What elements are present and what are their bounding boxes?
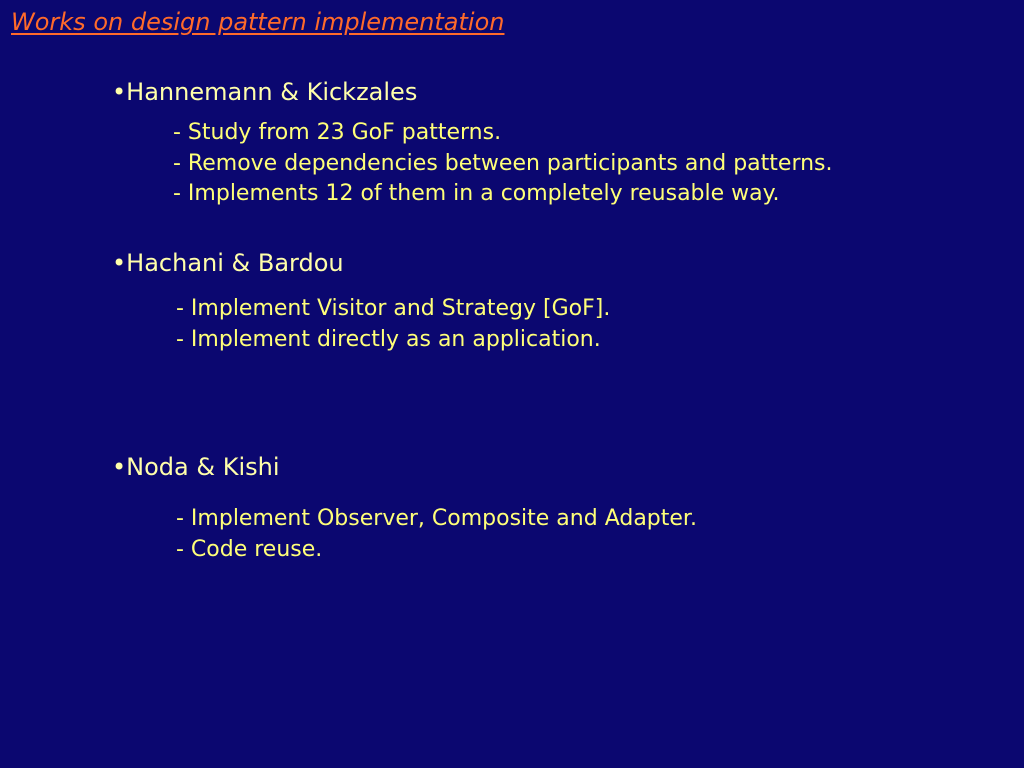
list-item: - Study from 23 GoF patterns. (173, 120, 502, 145)
section-heading (112, 78, 417, 106)
list-item: - Code reuse. (176, 536, 323, 562)
list-item: - Implements 12 of them in a completely reusable way. (173, 181, 780, 206)
section-heading-label: Noda & Kishi (126, 453, 280, 481)
slide-title: Works on design pattern implementation (11, 8, 505, 36)
section-heading (112, 249, 344, 277)
list-item: - Implement Visitor and Strategy [GoF]. (176, 296, 611, 321)
list-item: - Implement Observer, Composite and Adapter. (176, 506, 697, 531)
section-items (176, 294, 610, 355)
section-items (176, 504, 697, 565)
bullet-icon: • (112, 78, 127, 106)
section-heading-label: Hannemann & Kickzales (126, 78, 418, 106)
section-heading-label: Hachani & Bardou (126, 249, 344, 277)
list-item: - Implement directly as an application. (176, 326, 601, 352)
list-item: - Remove dependencies between participants and patterns. (173, 150, 833, 176)
bullet-icon: • (112, 249, 127, 277)
bullet-icon: • (112, 453, 127, 481)
section-items (173, 118, 833, 210)
section-heading (112, 453, 280, 481)
